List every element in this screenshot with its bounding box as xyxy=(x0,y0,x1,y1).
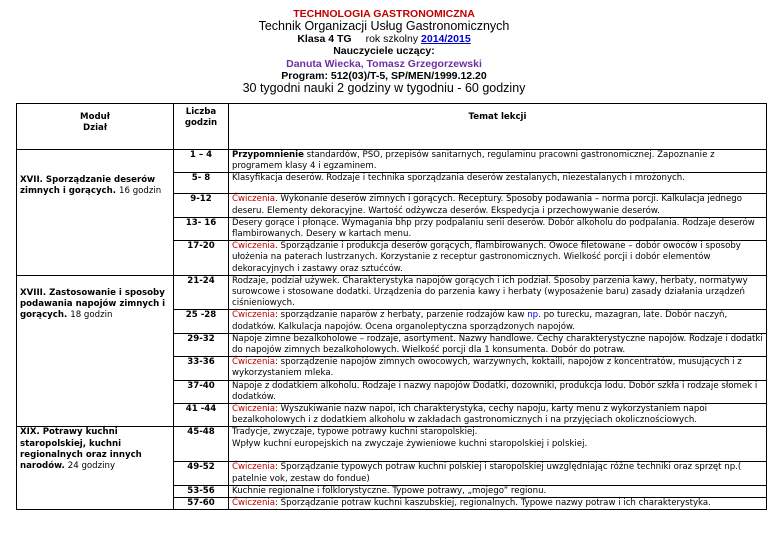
topic-text: Wyszukiwanie nazw napoi, ich charakterystyka, cechy napoju, karty menu z wykorzystaniem napoi bezalkoholowych i z dodatkiem alkoholu w zakładach gastronomicznych i na przyjęciach okolicznościowych. xyxy=(232,404,707,426)
hours-cell: 17-20 xyxy=(174,241,229,276)
module-hours: 16 godzin xyxy=(119,186,162,197)
module-header-label: Moduł xyxy=(80,112,110,122)
topic-header-label: Temat lekcji xyxy=(468,112,527,122)
table-row xyxy=(17,150,767,173)
module-cell-xix xyxy=(17,427,174,510)
topic-cell: Klasyfikacja deserów. Rodzaje i technika sporządzania deserów zestalanych, niezestalanych i mrożonych. xyxy=(229,173,767,194)
schedule-line: 30 tygodni nauki 2 godziny w tygodniu - 60 godziny xyxy=(242,81,526,96)
table-row xyxy=(17,275,767,310)
module-title: XVIII. Zastosowanie i sposoby podawania napojów zimnych i gorących. xyxy=(20,287,166,321)
module-title: XVII. Sporządzanie deserów zimnych i gorących. xyxy=(20,175,156,197)
hours-header-label-1: Liczba xyxy=(185,107,217,117)
topic-cell: Desery gorące i płonące. Wymagania bhp przy podpalaniu serii deserów. Dobór alkoholu do podpalania. Rodzaje deserów flambirowanych. Desery w kartach menu. xyxy=(229,217,767,240)
hours-cell: 9-12 xyxy=(174,194,229,217)
module-cell-xviii xyxy=(17,275,174,427)
topic-cell xyxy=(229,357,767,380)
hours-cell: 25 -28 xyxy=(174,310,229,333)
lesson-plan-table xyxy=(16,103,767,510)
topic-lead: Ćwiczenia xyxy=(232,462,276,473)
module-cell-xvii xyxy=(17,150,174,276)
module-hours: 24 godziny xyxy=(67,461,116,472)
hours-cell: 33-36 xyxy=(174,357,229,380)
module-title: XIX. Potrawy kuchni staropolskiej, kuchni regionalnych oraz innych narodów. xyxy=(20,427,142,472)
hours-header-label-2: godzin xyxy=(184,118,218,129)
topic-cell xyxy=(229,498,767,510)
topic-text: . Wykonanie deserów zimnych i gorących. Receptury. Sposoby podawania – norma porcji. Kalkulacja jednego deseru. Elementy dekoracyjne. Wartość odżywcza deserów. Ekspedycja i przechowywanie deserów. xyxy=(232,194,742,216)
table-header-row xyxy=(17,104,767,150)
topic-lead: Ćwiczenia xyxy=(232,194,276,205)
hours-cell: 49-52 xyxy=(174,462,229,485)
hours-cell: 1 – 4 xyxy=(174,150,229,173)
topic-text: po turecku, mazagran, late. Dobór naczyń, dodatków. Kalkulacja napojów. Ocena organoleptyczna sporządzonych napojów. xyxy=(232,310,728,332)
topic-lead: Ćwiczenia xyxy=(232,310,276,321)
np-abbrev: np. xyxy=(527,310,541,321)
year-label: rok szkolny xyxy=(365,32,419,45)
module-header xyxy=(17,104,174,150)
topic-cell: Napoje z dodatkiem alkoholu. Rodzaje i nazwy napojów Dodatki, dozowniki, produkcja lodu. Dobór szkła i rodzaje słomek i dodatków. xyxy=(229,380,767,403)
topic-text: : Sporządzanie typowych potraw kuchni polskiej i staropolskiej uwzględniając różne techniki oraz sprzęt np.( patelnie vok, zestaw do fondue) xyxy=(232,462,742,484)
class-label: Klasa 4 TG xyxy=(297,32,352,45)
topic-cell: Napoje zimne bezalkoholowe – rodzaje, asortyment. Nazwy handlowe. Cechy charakterystyczne napojów. Rodzaje i dodatki do napojów zimnych bezalkoholowych. Wielkość porcji dla 1 konsumenta. Dobór do potraw. xyxy=(229,333,767,356)
topic-text: Wpływ kuchni europejskich na zwyczaje żywieniowe kuchni staropolskiej i polskiej. xyxy=(232,438,588,449)
class-line xyxy=(0,33,768,45)
hours-cell: 5- 8 xyxy=(174,173,229,194)
hours-cell: 45-48 xyxy=(174,427,229,462)
topic-lead: Przypomnienie xyxy=(232,150,304,160)
program-line: Program: 512(03)/T-5, SP/MEN/1999.12.20 xyxy=(281,70,487,83)
topic-cell xyxy=(229,310,767,333)
hours-cell: 53-56 xyxy=(174,485,229,497)
topic-lead: Ćwiczenia xyxy=(232,241,276,252)
topic-header xyxy=(229,104,767,150)
topic-cell xyxy=(229,404,767,427)
teachers-names: Danuta Wiecka, Tomasz Grzegorzewski xyxy=(286,57,482,70)
topic-cell xyxy=(229,194,767,217)
hours-cell: 21-24 xyxy=(174,275,229,310)
topic-cell xyxy=(229,427,767,462)
hours-cell: 57-60 xyxy=(174,498,229,510)
teachers-label: Nauczyciele uczący: xyxy=(333,45,435,58)
topic-text: Tradycje, zwyczaje, typowe potrawy kuchni staropolskiej. xyxy=(232,427,478,438)
topic-cell xyxy=(229,241,767,276)
hours-cell: 37-40 xyxy=(174,380,229,403)
topic-lead: Ćwiczenia: xyxy=(232,404,278,415)
topic-cell: Kuchnie regionalne i folklorystyczne. Typowe potrawy, „mojego” regionu. xyxy=(229,485,767,497)
hours-cell: 29-32 xyxy=(174,333,229,356)
table-row xyxy=(17,427,767,462)
topic-text: standardów, PSO, przepisów sanitarnych, regulaminu pracowni gastronomicznej. Zapoznanie z programem klasy 4 i egzaminem. xyxy=(232,150,715,172)
school-year-link[interactable]: 2014/2015 xyxy=(421,32,471,45)
document-header xyxy=(0,0,768,95)
topic-lead: Ćwiczenia xyxy=(232,498,276,509)
section-header-label: Dział xyxy=(82,123,108,134)
topic-cell xyxy=(229,150,767,173)
topic-text: : Sporządzanie potraw kuchni kaszubskiej, regionalnych. Typowe nazwy potraw i ich charakterystyka. xyxy=(275,498,711,509)
hours-cell: 41 -44 xyxy=(174,404,229,427)
hours-header xyxy=(174,104,229,150)
topic-cell xyxy=(229,462,767,485)
hours-cell: 13- 16 xyxy=(174,217,229,240)
topic-text: : sporządzanie naparów z herbaty, parzenie rodzajów kaw xyxy=(275,310,528,321)
topic-text: : sporządzenie napojów zimnych owocowych, warzywnych, koktaili, napojów z koncentratów, musujących i z wykorzystaniem mleka. xyxy=(232,357,742,379)
topic-text: . Sporządzanie i produkcja deserów gorących, flambirowanych. Owoce filetowane – dobór owoców i sposoby ułożenia na paterach lustrzanych. Korzystanie z receptur gastronomicznych. Wielkość porcji i dobór elementów dekoracyjnych i zastawy oraz sztućców. xyxy=(232,241,741,274)
topic-cell: Rodzaje, podział używek. Charakterystyka napojów gorących i ich podział. Sposoby parzenia kawy, herbaty, normatywy surowcowe i stosowane dodatki. Urządzenia do parzenia kawy i herbaty (wyposażenie baru) zasady działania urządzeń ciśnieniowych. xyxy=(229,275,767,310)
topic-lead: Ćwiczenia xyxy=(232,357,276,368)
subject-title: TECHNOLOGIA GASTRONOMICZNA xyxy=(293,8,475,20)
module-hours: 18 godzin xyxy=(70,310,113,321)
profession-title: Technik Organizacji Usług Gastronomicznych xyxy=(258,19,510,34)
